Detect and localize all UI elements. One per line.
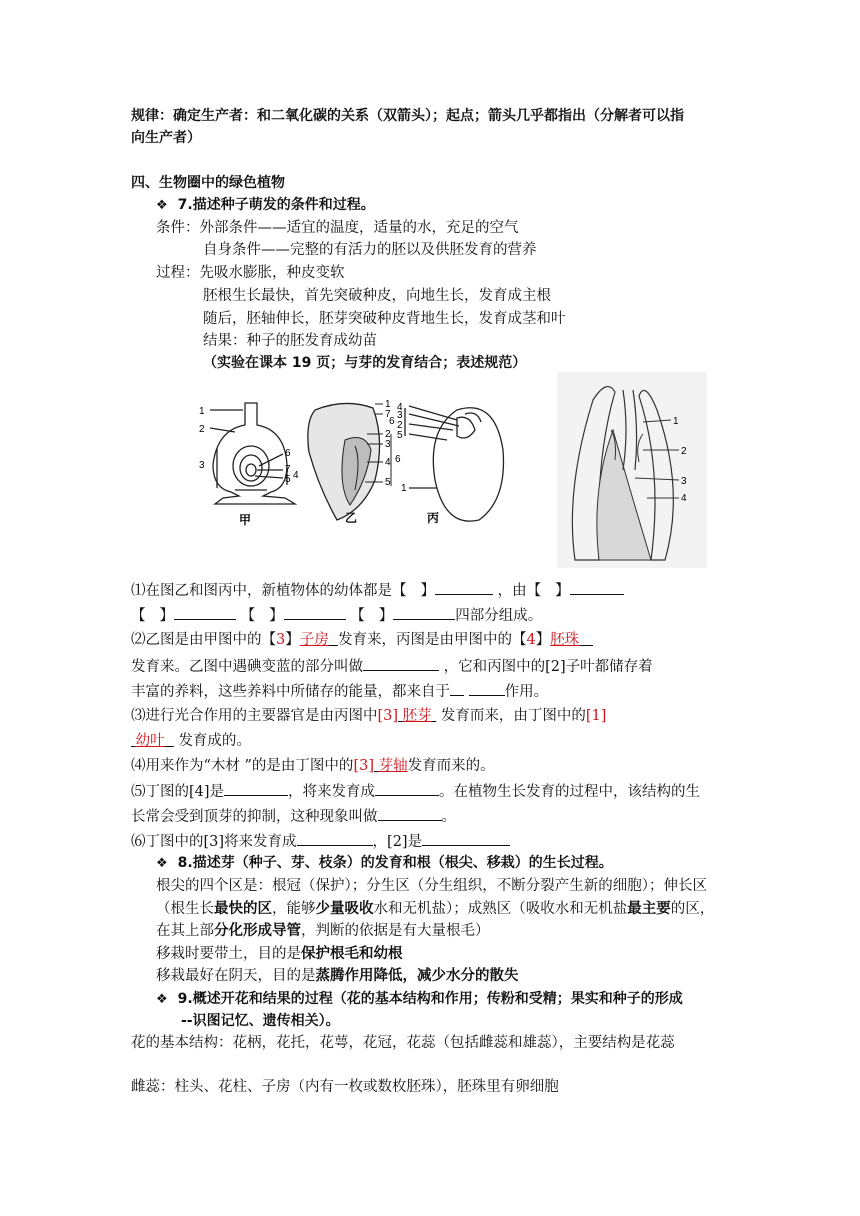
seed-figures: [195, 370, 715, 570]
label-bing-5: 5: [397, 430, 403, 441]
question-2-line-2: 发育来。乙图中遇碘变蓝的部分叫做 ，它和丙图中的[2]子叶都储存着: [131, 656, 653, 677]
label-bing-4: 4: [397, 402, 403, 413]
label-jia-6: 6: [285, 448, 291, 459]
label-jia-4: 4: [293, 470, 299, 481]
root-zones-line-2: （根生长最快的区，能够少量吸收水和无机盐）；成熟区（吸收水和无机盐最主要的区，: [156, 900, 715, 917]
item-9-heading: [156, 989, 683, 1010]
pistil-structure: 雌蕊：柱头、花柱、子房（内有一枚或数枚胚珠），胚珠里有卵细胞: [131, 1079, 559, 1095]
answer-ovule: 胚珠: [550, 632, 580, 648]
answer-bud-axis: 芽轴: [378, 758, 408, 774]
transplant-cloudy: 移栽最好在阴天，目的是蒸腾作用降低，减少水分的散失: [156, 967, 519, 984]
answer-number: 3: [276, 632, 286, 648]
label-jia-7: 7: [285, 464, 291, 475]
label-bing-2: 2: [397, 420, 403, 431]
process-2: 胚根生长最快，首先突破种皮，向地生长，发育成主根: [203, 288, 551, 304]
label-jia-3: 3: [199, 460, 205, 471]
label-jia-5: 5: [285, 474, 291, 485]
answer-plumule: 胚芽: [402, 708, 432, 724]
answer-ovary: 子房: [299, 632, 329, 648]
item-9-title: 9.概述开花和结果的过程（花的基本结构和作用；传粉和受精；果实和种子的形成: [177, 991, 683, 1007]
label-yi-7: 7: [385, 409, 391, 420]
label-ding-1: 1: [673, 416, 679, 427]
label-yi-6: 6: [395, 454, 401, 465]
figure-yi-corn-seed: [308, 403, 391, 520]
rule-line-2: 向生产者）: [131, 130, 201, 146]
question-3-line-2: 幼叶 发育成的。: [135, 733, 251, 749]
answer-young-leaf: 幼叶: [135, 733, 165, 749]
question-4: ⑷用来作为“木材 ”的是由丁图中的[3] 芽轴发育而来的。: [131, 758, 495, 774]
label-yi-1: 1: [385, 399, 391, 410]
experiment-note: （实验在课本 19 页；与芽的发育结合；表述规范）: [203, 355, 527, 371]
condition-external: 条件：外部条件——适宜的温度，适量的水，充足的空气: [156, 220, 519, 236]
process-4: 结果：种子的胚发育成幼苗: [203, 333, 377, 349]
flower-structure: 花的基本结构：花柄，花托，花萼，花冠，花蕊（包括雌蕊和雄蕊），主要结构是花蕊: [131, 1035, 675, 1051]
label-ding-3: 3: [681, 476, 687, 487]
label-bing-1: 1: [401, 483, 407, 494]
label-yi-3: 3: [385, 439, 391, 450]
item-8-heading: [156, 853, 613, 874]
label-jia-2: 2: [199, 424, 205, 435]
question-5-line-1: ⑸丁图的[4]是 ，将来发育成 。在植物生长发育的过程中，该结构的生: [131, 781, 700, 802]
rule-line-1: 规律：确定生产者：和二氧化碳的关系（双箭头）；起点；箭头几乎都指出（分解者可以指: [131, 108, 684, 124]
question-1-line-2: 【 】 【 】 【 】 四部分组成。: [131, 605, 542, 626]
transplant-soil: 移栽时要带土，目的是保护根毛和幼根: [156, 945, 403, 962]
figure-bing-bean-seed: [405, 406, 504, 521]
caption-jia: 甲: [239, 513, 252, 527]
process-1: 过程：先吸水膨胀，种皮变软: [156, 265, 345, 281]
label-ding-2: 2: [681, 446, 687, 457]
item-9-heading-cont: --识图记忆、遗传相关）。: [181, 1013, 340, 1029]
root-zones-line-1: 根尖的四个区是：根冠（保护）；分生区（分生组织，不断分裂产生新的细胞）；伸长区: [156, 878, 707, 894]
figure-ding-bud-section: [557, 372, 707, 568]
question-3-line-1: ⑶进行光合作用的主要器官是由丙图中[3] 胚芽 发育而来，由丁图中的[1]: [131, 708, 607, 724]
question-1-line-1: ⑴在图乙和图丙中，新植物体的幼体都是【 】 ，由【 】: [131, 580, 624, 601]
label-ding-4: 4: [681, 493, 687, 504]
diamond-bullet-icon: ❖: [156, 198, 168, 213]
figure-jia-pistil: [210, 403, 295, 504]
caption-yi: 乙: [345, 511, 358, 525]
root-zones-line-3: 在其上部分化形成导管，判断的依据是有大量根毛）: [156, 922, 490, 939]
label-bing-6: 6: [389, 416, 395, 427]
condition-internal: 自身条件——完整的有活力的胚以及供胚发育的营养: [203, 242, 537, 258]
process-3: 随后，胚轴伸长，胚芽突破种皮背地生长，发育成茎和叶: [203, 311, 566, 327]
label-yi-5: 5: [385, 477, 391, 488]
label-yi-2: 2: [385, 429, 391, 440]
question-6: ⑹丁图中的[3]将来发育成 ，[2]是: [131, 831, 510, 852]
item-7-heading: [156, 195, 375, 216]
question-2-line-3: 丰富的养料，这些养料中所储存的能量，都来自于 作用。: [131, 681, 548, 702]
diamond-bullet-icon: ❖: [156, 856, 168, 871]
label-yi-4: 4: [385, 457, 391, 468]
item-7-title: 7.描述种子萌发的条件和过程。: [177, 197, 375, 213]
section-heading: 四、生物圈中的绿色植物: [131, 175, 285, 191]
item-8-title: 8.描述芽（种子、芽、枝条）的发育和根（根尖、移栽）的生长过程。: [177, 855, 613, 871]
label-jia-1: 1: [199, 406, 205, 417]
label-bing-3: 3: [397, 410, 403, 421]
diamond-bullet-icon: ❖: [156, 992, 168, 1007]
question-2-line-1: ⑵乙图是由甲图中的【3】子房 发育来，丙图是由甲图中的【4】胚珠: [131, 632, 580, 648]
caption-bing: 丙: [427, 511, 440, 525]
question-5-line-2: 长常会受到顶芽的抑制，这种现象叫做 。: [131, 806, 456, 827]
